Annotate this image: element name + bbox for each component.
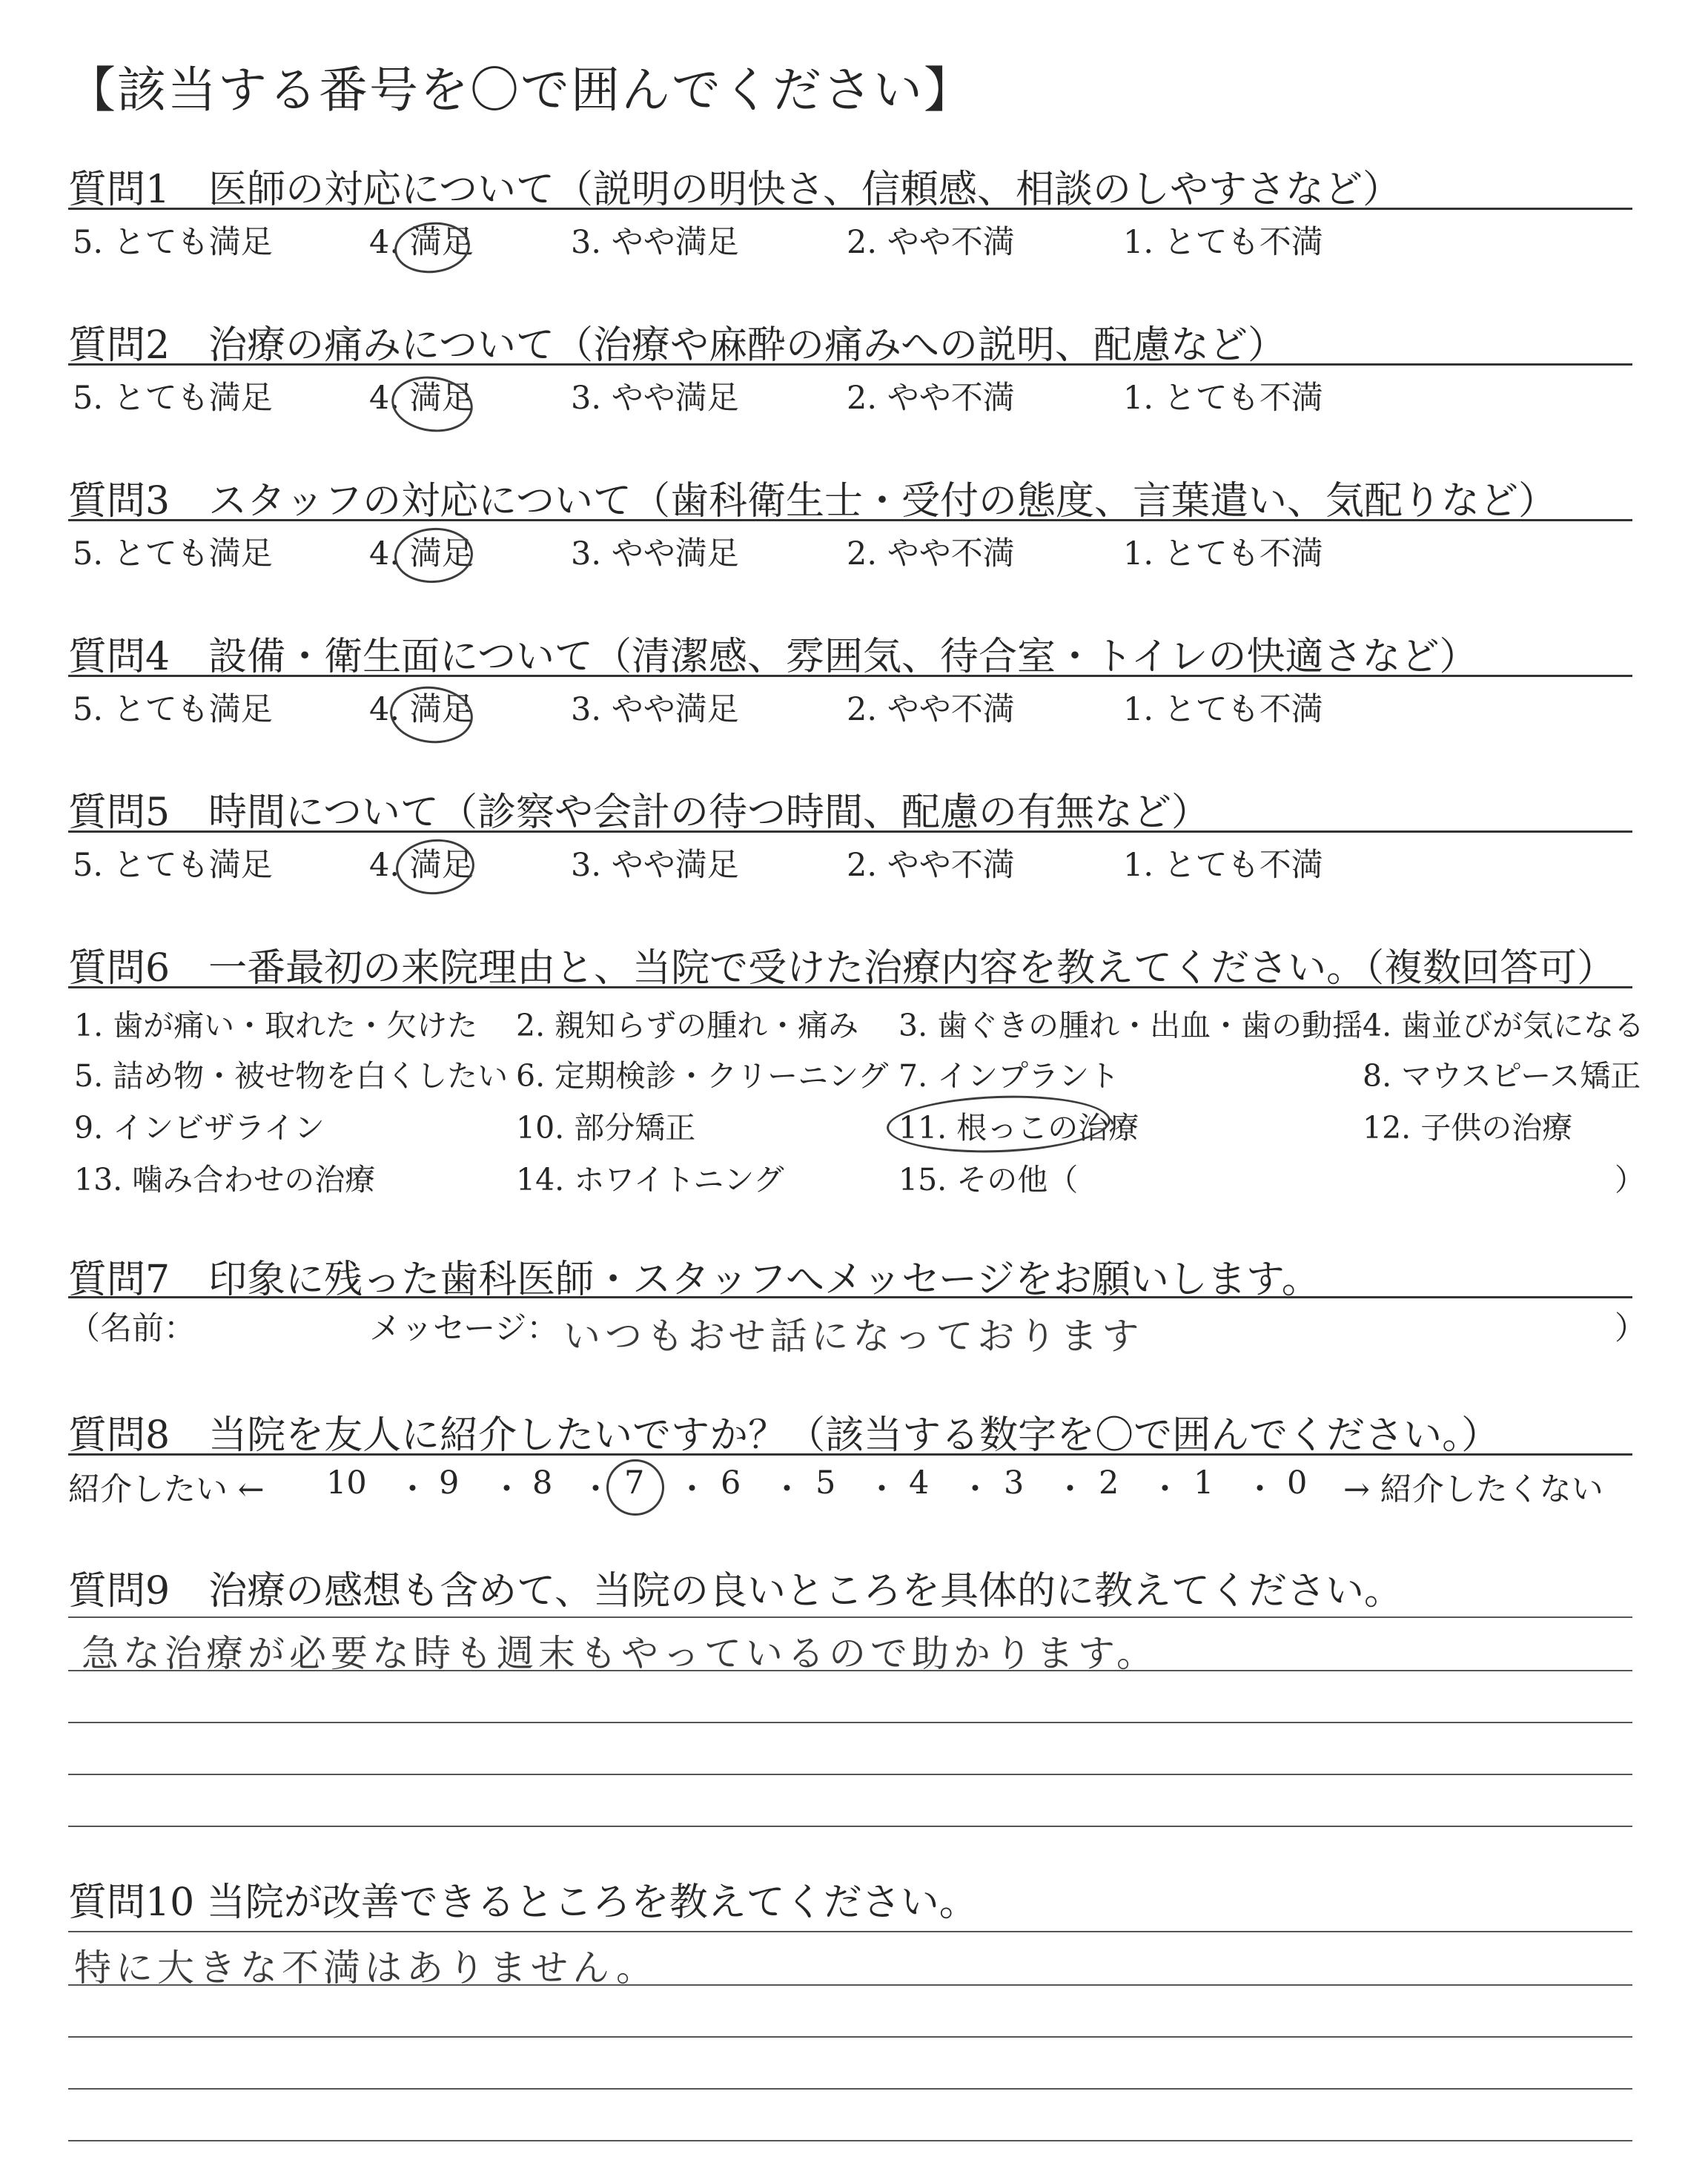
q8-scale-5[interactable]: 5 [815, 1464, 836, 1502]
q2-option-4[interactable]: 4. 満足 [369, 380, 474, 417]
q9-answer[interactable]: 急な治療が必要な時も週末もやっているので助かります。 [82, 1632, 1158, 1675]
q10-line-2 [68, 1984, 1632, 1986]
q6-option-4[interactable]: 4. 歯並びが気になる [1363, 1008, 1645, 1043]
q4-rule [68, 675, 1632, 677]
q3-title: 質問3 スタッフの対応について（歯科衛生士・受付の態度、言葉遣い、気配りなど） [68, 479, 1558, 524]
q8-scale-dot: ・ [491, 1471, 523, 1508]
q6-option-14[interactable]: 14. ホワイトニング [516, 1162, 784, 1198]
q5-option-4[interactable]: 4. 満足 [369, 847, 474, 884]
q6-option-10[interactable]: 10. 部分矯正 [516, 1110, 696, 1146]
q10-line-5 [68, 2140, 1632, 2141]
q6-option-2[interactable]: 2. 親知らずの腫れ・痛み [516, 1008, 859, 1043]
q4-option-1[interactable]: 1. とても不満 [1123, 691, 1323, 728]
q2-title: 質問2 治療の痛みについて（治療や麻酔の痛みへの説明、配慮など） [68, 323, 1287, 368]
q8-scale-10[interactable]: 10 [326, 1464, 367, 1502]
q9-title: 質問9 治療の感想も含めて、当院の良いところを具体的に教えてください。 [68, 1569, 1403, 1614]
q5-rule [68, 830, 1632, 833]
q8-scale-6[interactable]: 6 [721, 1464, 741, 1502]
q3-option-4[interactable]: 4. 満足 [369, 535, 474, 572]
q6-option-13[interactable]: 13. 噛み合わせの治療 [74, 1162, 376, 1198]
q1-rule [68, 208, 1632, 210]
q3-option-5[interactable]: 5. とても満足 [73, 535, 273, 572]
q9-line-2 [68, 1670, 1632, 1671]
q8-scale-dot: ・ [397, 1471, 428, 1508]
q9-line-4 [68, 1774, 1632, 1775]
q6-option-11[interactable]: 11. 根っこの治療 [898, 1110, 1139, 1146]
q2-rule [68, 363, 1632, 366]
q2-option-2[interactable]: 2. やや不満 [847, 380, 1015, 417]
q8-scale-9[interactable]: 9 [439, 1464, 460, 1502]
q6-option-9[interactable]: 9. インビザライン [74, 1110, 325, 1146]
q1-option-4[interactable]: 4. 満足 [369, 224, 474, 261]
q6-title: 質問6 一番最初の来院理由と、当院で受けた治療内容を教えてください。（複数回答可） [68, 946, 1616, 991]
q3-option-1[interactable]: 1. とても不満 [1123, 535, 1323, 572]
q10-title: 質問10 当院が改善できるところを教えてください。 [68, 1880, 978, 1925]
q7-rule [68, 1296, 1632, 1298]
q4-option-3[interactable]: 3. やや満足 [571, 691, 739, 728]
q4-option-4[interactable]: 4. 満足 [369, 691, 474, 728]
q8-scale-4[interactable]: 4 [909, 1464, 930, 1502]
q9-line-1 [68, 1616, 1632, 1618]
q7-name-label: （名前： [68, 1310, 196, 1347]
q5-option-2[interactable]: 2. やや不満 [847, 847, 1015, 884]
q2-option-3[interactable]: 3. やや満足 [571, 380, 739, 417]
q8-left-label: 紹介したい ← [68, 1471, 265, 1508]
q8-scale-dot: ・ [771, 1471, 803, 1508]
q9-line-3 [68, 1722, 1632, 1723]
q6-option-12[interactable]: 12. 子供の治療 [1363, 1110, 1573, 1146]
q9-line-5 [68, 1826, 1632, 1827]
q8-scale-7[interactable]: 7 [624, 1464, 645, 1502]
q1-title: 質問1 医師の対応について（説明の明快さ、信頼感、相談のしやすさなど） [68, 168, 1401, 212]
page-header: 【該当する番号を〇で囲んでください】 [67, 62, 974, 119]
q6-option-15[interactable]: 15. その他（ [898, 1162, 1079, 1198]
q8-scale-8[interactable]: 8 [532, 1464, 553, 1502]
q7-message-label: メッセージ： [369, 1310, 559, 1347]
q4-title: 質問4 設備・衛生面について（清潔感、雰囲気、待合室・トイレの快適さなど） [68, 635, 1478, 679]
q6-option-3[interactable]: 3. 歯ぐきの腫れ・出血・歯の動揺 [898, 1008, 1363, 1043]
q3-rule [68, 519, 1632, 521]
q10-line-3 [68, 2036, 1632, 2038]
q6-option-1[interactable]: 1. 歯が痛い・取れた・欠けた [74, 1008, 478, 1043]
q6-option-6[interactable]: 6. 定期検診・クリーニング [516, 1058, 889, 1094]
q1-option-3[interactable]: 3. やや満足 [571, 224, 739, 261]
q3-option-2[interactable]: 2. やや不満 [847, 535, 1015, 572]
q5-option-1[interactable]: 1. とても不満 [1123, 847, 1323, 884]
q5-option-5[interactable]: 5. とても満足 [73, 847, 273, 884]
q7-message-answer[interactable]: いつもおせ話になっております [563, 1315, 1144, 1358]
q2-option-1[interactable]: 1. とても不満 [1123, 380, 1323, 417]
q8-right-label: → 紹介したくない [1343, 1471, 1603, 1508]
q6-option-5[interactable]: 5. 詰め物・被せ物を白くしたい [74, 1058, 509, 1094]
q8-scale-0[interactable]: 0 [1287, 1464, 1308, 1502]
q6-rule [68, 986, 1632, 988]
q8-scale-dot: ・ [1244, 1471, 1276, 1508]
q8-scale-1[interactable]: 1 [1194, 1464, 1214, 1502]
q1-option-2[interactable]: 2. やや不満 [847, 224, 1015, 261]
q8-scale-dot: ・ [959, 1471, 991, 1508]
q8-title: 質問8 当院を友人に紹介したいですか？（該当する数字を〇で囲んでください。） [68, 1413, 1500, 1458]
q7-close-paren: ） [1615, 1310, 1646, 1347]
q3-option-3[interactable]: 3. やや満足 [571, 535, 739, 572]
q8-scale-dot: ・ [580, 1471, 612, 1508]
q6-other-close-paren: ） [1615, 1162, 1645, 1198]
q5-option-3[interactable]: 3. やや満足 [571, 847, 739, 884]
q2-option-5[interactable]: 5. とても満足 [73, 380, 273, 417]
q4-option-2[interactable]: 2. やや不満 [847, 691, 1015, 728]
q4-option-5[interactable]: 5. とても満足 [73, 691, 273, 728]
q6-option-7[interactable]: 7. インプラント [898, 1058, 1120, 1094]
q8-scale-dot: ・ [866, 1471, 898, 1508]
q8-scale-2[interactable]: 2 [1099, 1464, 1119, 1502]
q7-title: 質問7 印象に残った歯科医師・スタッフへメッセージをお願いします。 [68, 1258, 1320, 1302]
q8-scale-dot: ・ [1149, 1471, 1181, 1508]
q10-answer[interactable]: 特に大きな不満はありません。 [74, 1946, 658, 1989]
q8-selected-circle [606, 1459, 664, 1516]
q8-scale-3[interactable]: 3 [1004, 1464, 1025, 1502]
q5-title: 質問5 時間について（診察や会計の待つ時間、配慮の有無など） [68, 790, 1211, 835]
q1-option-5[interactable]: 5. とても満足 [73, 224, 273, 261]
q8-scale-dot: ・ [676, 1471, 708, 1508]
q1-option-1[interactable]: 1. とても不満 [1123, 224, 1323, 261]
q10-line-1 [68, 1931, 1632, 1932]
q10-line-4 [68, 2088, 1632, 2090]
q6-option-8[interactable]: 8. マウスピース矯正 [1363, 1058, 1641, 1094]
q8-rule [68, 1453, 1632, 1456]
q8-scale-dot: ・ [1054, 1471, 1086, 1508]
